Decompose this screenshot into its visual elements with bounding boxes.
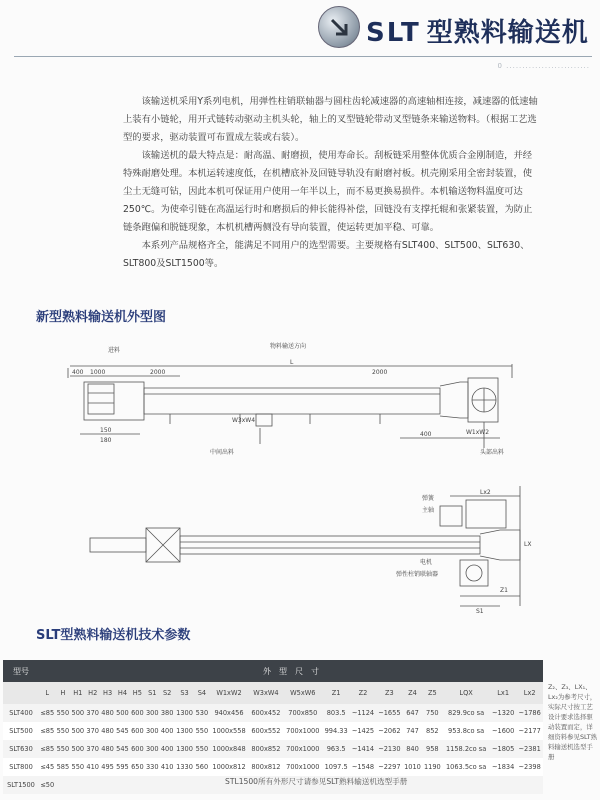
col-header: W1xW2 [209, 682, 248, 704]
col-header: Z2 [350, 682, 376, 704]
col-header: H5 [130, 682, 145, 704]
table-corner-cell [3, 682, 39, 704]
col-header: Z5 [422, 682, 442, 704]
table-cell: 500 [70, 704, 85, 722]
col-header: LQX [442, 682, 490, 704]
table-cell: 550 [194, 740, 209, 758]
logo-icon [318, 6, 360, 48]
title-text: 型熟料输送机 [426, 17, 589, 47]
intro-paragraph: 该输送机的最大特点是：耐高温、耐磨损，使用寿命长。刮板链采用整体优质合金刚制造，并经特殊耐磨处理。本机运转速度低，在机槽底补及回链导轨没有耐磨衬板。机壳刚采用全密封装置，使尘土无缝可钻，因此本机可保证用户使用一年半以上，而不易更换易损件。本机输送物料温度可达250℃。为使牵引链在高温运行时和磨损后的伸长能得补偿，回链没有支撑托辊和张紧装置，为防止链条跑偏和脱链现象，本机机槽两侧没有导向装置，使运转更加平稳、可靠。 [123, 150, 533, 233]
table-cell: 700x1000 [283, 722, 322, 740]
spec-table [3, 660, 543, 794]
table-cell: 410 [85, 758, 100, 776]
table-cell: ~1655 [376, 704, 402, 722]
table-cell: ~1805 [490, 740, 516, 758]
table-cell: 747 [403, 722, 423, 740]
table-footnote: STL1500所有外形尺寸请参见SLT熟料输送机选型手册 [225, 777, 408, 786]
table-cell: 500 [70, 740, 85, 758]
page-header [0, 0, 600, 70]
table-cell: 647 [403, 704, 423, 722]
table-cell: 1000x558 [209, 722, 248, 740]
table-cell: 480 [100, 722, 115, 740]
elevation-drawing [60, 338, 520, 458]
intro-paragraph: 该输送机采用Y系列电机，用弹性柱销联轴器与圆柱齿轮减速器的高速轴相连接，减速器的低速轴上装有小链轮，用开式链转动驱动主机头轮，轴上的叉型链轮带动叉型链条来输送物料。（根据工艺选型的要求，驱动装置可布置成左装或右装）。 [123, 96, 538, 143]
header-subtext: 0 .......................... [497, 62, 590, 70]
col-header: S1 [145, 682, 160, 704]
table-cell: ~1600 [490, 722, 516, 740]
table-cell: 370 [85, 704, 100, 722]
table-cell [442, 776, 490, 794]
table-cell: 370 [85, 722, 100, 740]
table-cell: 958 [422, 740, 442, 758]
table-cell: 550 [55, 704, 70, 722]
col-header: Lx2 [516, 682, 543, 704]
table-header-row [3, 660, 543, 682]
table-cell: 700x1000 [283, 758, 322, 776]
table-cell: 595 [115, 758, 130, 776]
table-cell: ~1414 [350, 740, 376, 758]
dim-w1: W1xW2 [466, 429, 490, 436]
table-cell: 300 [145, 704, 160, 722]
table-cell: 585 [55, 758, 70, 776]
dim-180: 180 [100, 437, 112, 444]
table-cell [145, 776, 160, 794]
table-cell [160, 776, 175, 794]
table-cell: ~2398 [516, 758, 543, 776]
table-cell: 300 [145, 722, 160, 740]
table-cell [115, 776, 130, 794]
dim-lx2: Lx2 [480, 489, 491, 496]
table-cell [194, 776, 209, 794]
col-header: Z1 [322, 682, 349, 704]
table-cell: 330 [145, 758, 160, 776]
table-cell: 1063.5co sa [442, 758, 490, 776]
table-cell: ~1320 [490, 704, 516, 722]
table-row [3, 758, 543, 776]
dim-z: Z1 [500, 587, 508, 594]
table-cell: ~2381 [516, 740, 543, 758]
table-cell: ~2062 [376, 722, 402, 740]
header-rule [14, 56, 592, 57]
col-header: H2 [85, 682, 100, 704]
table-cell: 560 [194, 758, 209, 776]
table-cell: 400 [160, 722, 175, 740]
dim-400b: 400 [420, 431, 432, 438]
label-direction: 物料输送方向 [270, 343, 307, 350]
col-header: S3 [175, 682, 195, 704]
table-cell: ~1786 [516, 704, 543, 722]
col-header: S4 [194, 682, 209, 704]
dim-400: 400 [72, 369, 84, 376]
col-header: Lx1 [490, 682, 516, 704]
model-cell: SLT400 [3, 704, 39, 722]
col-header: L [39, 682, 55, 704]
table-cell: 370 [85, 740, 100, 758]
col-header: H3 [100, 682, 115, 704]
table-cell: 840 [403, 740, 423, 758]
intro-text [123, 93, 539, 273]
table-cell: 495 [100, 758, 115, 776]
label-sprocket: 主轴 [422, 507, 435, 514]
table-cell: ~2297 [376, 758, 402, 776]
table-cell [100, 776, 115, 794]
table-cell: 545 [115, 740, 130, 758]
dim-lx: LX [524, 541, 532, 548]
table-cell: 300 [145, 740, 160, 758]
model-cell: SLT1500 [3, 776, 39, 794]
table-cell [70, 776, 85, 794]
table-cell: ≤85 [39, 722, 55, 740]
table-cell: 1300 [175, 704, 195, 722]
table-cell: ~1425 [350, 722, 376, 740]
table-row [3, 722, 543, 740]
dim-l: L [290, 359, 294, 366]
table-cell: 803.5 [322, 704, 349, 722]
table-cell: ~1548 [350, 758, 376, 776]
model-cell: SLT800 [3, 758, 39, 776]
col-header: H1 [70, 682, 85, 704]
table-cell: 1010 [403, 758, 423, 776]
table-cell: 480 [100, 704, 115, 722]
table-cell: 1300 [175, 722, 195, 740]
table-cell: 500 [70, 722, 85, 740]
table-cell: 650 [130, 758, 145, 776]
col-header: Z4 [403, 682, 423, 704]
col-header: Z3 [376, 682, 402, 704]
table-cell: 550 [70, 758, 85, 776]
table-model-header: 型号 [3, 660, 39, 682]
col-header: H4 [115, 682, 130, 704]
table-cell: 600x452 [249, 704, 283, 722]
table-cell: 550 [194, 722, 209, 740]
table-cell: 530 [194, 704, 209, 722]
table-cell: 600x552 [249, 722, 283, 740]
label-feed: 进料 [108, 347, 121, 354]
table-cell: 500 [115, 704, 130, 722]
table-cell: 1300 [175, 740, 195, 758]
col-header: H [55, 682, 70, 704]
table-cell: ~2130 [376, 740, 402, 758]
section-title-table: SLT型熟料输送机技术参数 [36, 628, 191, 643]
table-row [3, 704, 543, 722]
table-cell [85, 776, 100, 794]
label-mid-discharge: 中间出料 [210, 449, 235, 456]
table-cell: 600 [130, 722, 145, 740]
table-group-header: 外 型 尺 寸 [39, 660, 543, 682]
table-cell: 963.5 [322, 740, 349, 758]
table-cell: 940x456 [209, 704, 248, 722]
table-cell: 380 [160, 704, 175, 722]
table-cell: 550 [55, 740, 70, 758]
label-spring: 弹簧 [422, 495, 435, 502]
model-cell: SLT500 [3, 722, 39, 740]
table-cell: 750 [422, 704, 442, 722]
table-cell: 994.33 [322, 722, 349, 740]
dim-2000b: 2000 [372, 369, 388, 376]
dim-w3: W3xW4 [232, 417, 256, 424]
table-cell: 800x852 [249, 740, 283, 758]
dim-2000: 2000 [150, 369, 166, 376]
table-cell [490, 776, 516, 794]
dim-s1: S1 [476, 608, 484, 615]
plan-drawing [80, 486, 540, 616]
table-cell [516, 776, 543, 794]
table-cell: 1330 [175, 758, 195, 776]
col-header: S2 [160, 682, 175, 704]
table-cell: 480 [100, 740, 115, 758]
table-cell: 700x1000 [283, 740, 322, 758]
section-title-drawing: 新型熟料输送机外型图 [36, 310, 167, 325]
col-header: W5xW6 [283, 682, 322, 704]
intro-paragraph: 本系列产品规格齐全，能满足不同用户的选型需要。主要规格有SLT400、SLT500、SLT630、SLT800及SLT1500等。 [123, 240, 530, 269]
table-cell: ≤50 [39, 776, 55, 794]
table-cell: 800x812 [249, 758, 283, 776]
table-cell [175, 776, 195, 794]
table-row [3, 740, 543, 758]
table-cell: 1000x812 [209, 758, 248, 776]
dim-1000: 1000 [90, 369, 106, 376]
table-cell: 1158.2co sa [442, 740, 490, 758]
table-cell: 1190 [422, 758, 442, 776]
brand-name: SLT [366, 18, 421, 48]
table-cell: ≤85 [39, 704, 55, 722]
table-cell: ≤45 [39, 758, 55, 776]
label-tension: 弹性柱销联轴器 [396, 571, 439, 578]
table-cell: 600 [130, 704, 145, 722]
table-cell: ≤85 [39, 740, 55, 758]
table-column-row [3, 682, 543, 704]
table-cell: ~1124 [350, 704, 376, 722]
table-cell: 953.8co sa [442, 722, 490, 740]
page-title [366, 12, 589, 49]
label-head-discharge: 头部出料 [480, 449, 505, 456]
table-cell: 545 [115, 722, 130, 740]
table-cell: 600 [130, 740, 145, 758]
table-cell: 852 [422, 722, 442, 740]
dim-150: 150 [100, 427, 112, 434]
table-cell: 700x850 [283, 704, 322, 722]
table-cell: 829.9co sa [442, 704, 490, 722]
model-cell: SLT630 [3, 740, 39, 758]
table-cell [55, 776, 70, 794]
table-cell: 550 [55, 722, 70, 740]
table-cell [422, 776, 442, 794]
side-note: Z₂、Z₃、LX₁、Lx₂为参考尺寸，实际尺寸按工艺设计要求选择驱动装置而定，详细资料参见SLT熟料输送机选型手册 [548, 683, 597, 761]
table-cell: ~2177 [516, 722, 543, 740]
table-cell: 1097.5 [322, 758, 349, 776]
col-header: W3xW4 [249, 682, 283, 704]
table-cell: 400 [160, 740, 175, 758]
table-cell: ~1834 [490, 758, 516, 776]
table-cell: 410 [160, 758, 175, 776]
label-motor: 电机 [420, 559, 433, 566]
table-cell: 1000x848 [209, 740, 248, 758]
table-cell [130, 776, 145, 794]
